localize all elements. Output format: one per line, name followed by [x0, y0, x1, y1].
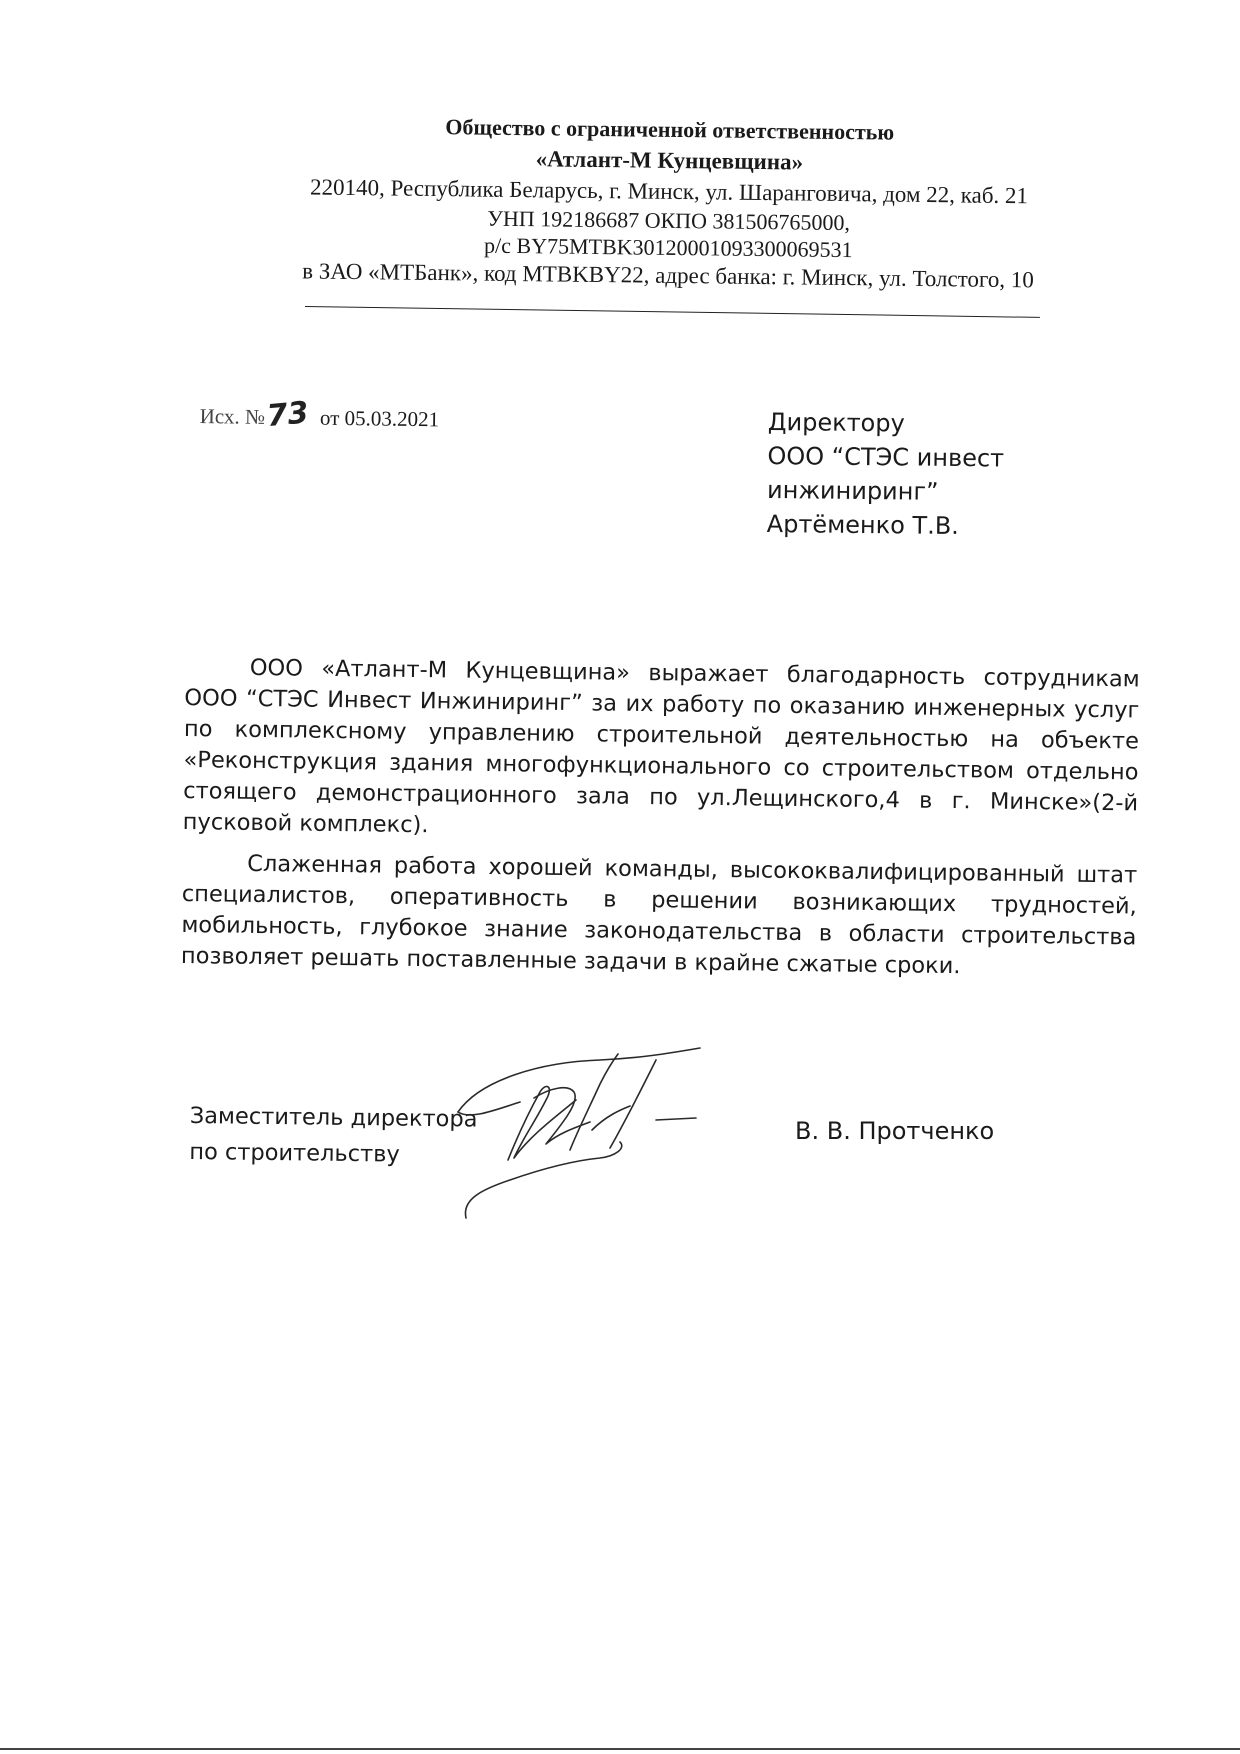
signatory-title-line: Заместитель директора — [189, 1102, 478, 1133]
letterhead-divider — [305, 306, 1040, 318]
letterhead-org-name: «Атлант-М Кунцевщина» — [535, 146, 804, 175]
signatory-title — [189, 1098, 478, 1174]
addressee-line: Директору — [767, 407, 905, 438]
letterhead-org-type: Общество с ограниченной ответственностью — [445, 114, 895, 145]
letterhead — [268, 110, 1070, 296]
addressee-line: Артёменко Т.В. — [766, 509, 960, 541]
body-paragraph: Слаженная работа хорошей команды, высококвалифицированный штат специалистов, оперативность в решении возникающих трудностей, мобильность, глубокое знание законодательства в области строительства позволяет решать поставленные задачи в крайне сжатые сроки. — [180, 850, 1138, 980]
outgoing-date: от 05.03.2021 — [319, 405, 440, 432]
letterhead-bank: в ЗАО «МТБанк», код MTBKBY22, адрес банка: г. Минск, ул. Толстого, 10 — [302, 258, 1034, 293]
signatory-title-line: по строительству — [189, 1138, 400, 1168]
addressee-line: инжиниринг” — [766, 475, 939, 506]
outgoing-number: 73 — [265, 395, 311, 435]
outgoing-prefix: Исх. № — [199, 403, 266, 429]
addressee-line: ООО “СТЭС инвест — [767, 441, 1005, 473]
letterhead-address: 220140, Республика Беларусь, г. Минск, ул. Шаранговича, дом 22, каб. 21 — [309, 174, 1029, 209]
signatory-name: В. В. Протченко — [795, 1117, 995, 1145]
letterhead-registration: УНП 192186687 ОКПО 381506765000, — [487, 205, 851, 236]
letter-body — [181, 652, 1140, 994]
addressee-block — [767, 405, 1005, 543]
letterhead-account: р/с BY75MTBK30120001093300069531 — [483, 232, 853, 263]
handwritten-signature — [450, 1040, 750, 1230]
body-paragraph: ООО «Атлант-М Кунцевщина» выражает благодарность сотрудникам ООО “СТЭС Инвест Инжиниринг” за их работу по оказанию инженерных услуг по комплексному управлению строительной деятельностью на объекте «Реконструкция здания многофункционального со строительством отдельно стоящего демонстрационного зала по ул.Лещинского,4 в г. Минске»(2-й пусковой комплекс). — [182, 654, 1140, 839]
scan-edge-divider — [0, 1748, 1240, 1750]
outgoing-reference — [200, 396, 440, 434]
